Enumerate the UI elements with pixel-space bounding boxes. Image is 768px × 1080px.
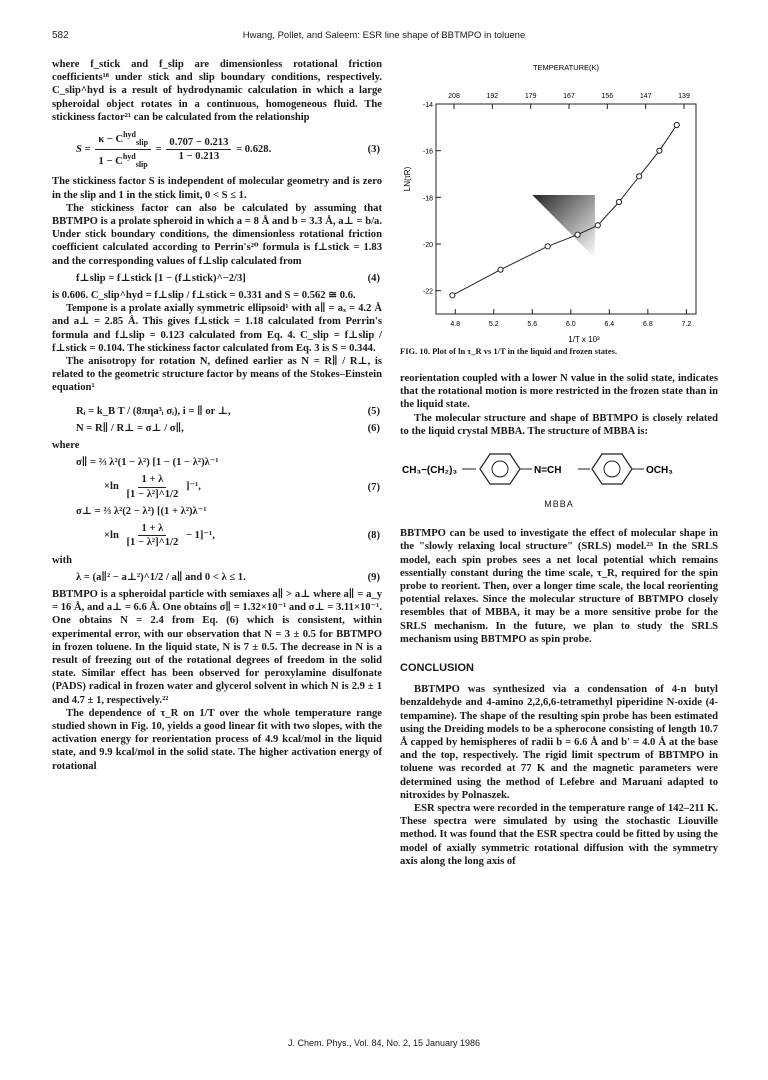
data-point <box>595 223 600 228</box>
top-axis-title: TEMPERATURE(K) <box>532 63 600 72</box>
y-tick-label: -22 <box>422 288 433 296</box>
section-heading-conclusion: CONCLUSION <box>400 662 474 675</box>
paragraph: The stickiness factor S is independent of molecular geometry and is zero in the slip and 1 in the stick limit, 0 < S ≤ 1. <box>52 176 382 201</box>
paragraph: where f_stick and f_slip are dimensionless rotational friction coefficients¹⁸ under stick and slip boundary conditions, respectively. C_slip^hyd is a result of hydrodynamic calculation in which a large spheroidal object rotates in a continuous, homogeneous fluid. The stickiness factor²¹ can be calculated from the relationship <box>52 59 382 123</box>
x-tick-label: 6.8 <box>642 321 653 328</box>
paragraph: BBTMPO is a spheroidal particle with semiaxes a∥ > a⊥ where a∥ = a_y = 16 Å, and a⊥ = 6.6 Å. One obtains σ∥ = 1.32×10⁻¹ and σ⊥ = 3.11×10⁻¹. One obtains N = 2.4 from Eq. (6) which is consistent, within experimental error, with our observation that N = 3 ± 0.5 for BBTMPO in frozen toluene. In the liquid state, N is 7 ± 0.5. The decrease in N is a result of freezing out of the rotational degrees of freedom in the solid state. Similar effect has been observed for peroxylamine disulfonate (PADS) radical in frozen water and glycerol solvent in which N is 2.9 ± 1 and 4.7 ± 1, respectively.²² <box>52 588 382 706</box>
equation-number: (7) <box>367 481 380 493</box>
equation-4: f⊥slip = f⊥stick [1 − (f⊥stick)^−2/3] (4) <box>76 272 380 284</box>
equation-8-line-1: σ⊥ = ⅔ λ²(2 − λ²) [(1 + λ²)λ⁻¹ <box>76 505 207 517</box>
struct-methoxy-label: OCH₃ <box>646 465 673 477</box>
journal-footer: J. Chem. Phys., Vol. 84, No. 2, 15 January 1986 <box>287 1038 481 1048</box>
equation-number: (9) <box>367 571 380 583</box>
data-point <box>575 232 580 237</box>
mbba-label: MBBA <box>544 499 574 510</box>
top-tick-label: 167 <box>563 93 575 100</box>
data-point <box>674 122 679 127</box>
equation-number: (6) <box>367 422 380 434</box>
y-tick-label: -14 <box>422 102 433 109</box>
paragraph: The stickiness factor can also be calculated by assuming that BBTMPO is a prolate spheroid in which a = 8 Å and b = 3.3 Å, a⊥ = b/a. Under stick boundary conditions, the dimensionless rotational friction coefficient calculated according to Perrin's²⁰ formula is f⊥stick = 1.83 and the corresponding values of f⊥slip calculated from <box>52 202 382 267</box>
paragraph: BBTMPO can be used to investigate the effect of molecular shape in the "slowly relaxing local structure" (SRLS) model.²³ In the SRLS model, each spin probes sees a net local potential which remains essentially constant during the time scale, τ_R, required for the spin probe to reorient. Then, over a longer time scale, the local reorienting potential relaxes. Since the molecular structure of BBTMPO closely resembles that of MBBA, it may be a more sensitive probe for the SRLS mechanism. In the future, we plan to study the SRLS mechanism using BBTMPO as spin probe. <box>400 528 718 645</box>
x-tick-label: 6.0 <box>565 321 576 328</box>
left-column <box>52 58 382 773</box>
paragraph: The molecular structure and shape of BBTMPO is closely related to the liquid crystal MBBA. The structure of MBBA is: <box>400 412 718 437</box>
paragraph: is 0.606. C_slip^hyd = f⊥slip / f⊥stick = 0.331 and S = 0.562 ≅ 0.6. <box>52 290 356 302</box>
data-point <box>498 267 503 272</box>
equation-number: (4) <box>367 272 380 284</box>
y-tick-label: -16 <box>422 148 433 156</box>
equation-7-line-1: σ∥ = ⅔ λ²(1 − λ²) [1 − (1 − λ²)λ⁻¹ <box>76 457 219 469</box>
page-number: 582 <box>52 30 69 41</box>
paragraph: Tempone is a prolate axially symmetric ellipsoid¹ with a∥ = aₓ = 4.2 Å and a⊥ = 2.85 Å. This gives f⊥stick = 1.18 calculated from Perrin's formula and f⊥slip = 0.123 calculated from Eq. 4. C_slip = f⊥slip / f⊥stick = 0.104. The stickiness factor calculated from Eq. 3 is S = 0.344. <box>52 303 382 354</box>
equation-8-line-2: ×ln $\frac{1 + \lambda}{\text{[1 − λ²]\textasciicircum{}1/2}}$ − 1]⁻¹, (8) <box>104 523 380 549</box>
data-point <box>450 293 455 298</box>
equation-5: Rᵢ = k_B T / (8πηa³ᵢ σᵢ), i = ∥ or ⊥, (5) <box>76 405 380 417</box>
struct-alkyl-label: CH₃−(CH₂)₃ <box>402 465 458 477</box>
x-tick-label: 7.2 <box>681 321 692 328</box>
top-tick-label: 179 <box>524 93 537 100</box>
data-point <box>616 199 621 204</box>
equation-6: N = R∥ / R⊥ = σ⊥ / σ∥, (6) <box>76 422 380 434</box>
x-tick-label: 5.6 <box>527 321 538 328</box>
equation-3: S = $\frac{\kappa - C^{hyd}_{slip}}{1 - C^{hyd}_{slip}}$ = $\frac{0.707 - 0.213}{1 - 0.213}$ = 0.628. (3) <box>76 130 380 170</box>
shaded-region <box>532 195 595 258</box>
top-tick-label: 139 <box>678 93 690 100</box>
mbba-structure <box>400 452 718 486</box>
x-tick-label: 6.4 <box>604 321 615 328</box>
top-tick-label: 147 <box>639 93 652 100</box>
data-point <box>637 174 642 179</box>
figure-caption: FIG. 10. Plot of ln τ_R vs 1/T in the liquid and frozen states. <box>400 346 618 356</box>
running-head-title: Hwang, Pollet, and Saleem: ESR line shape of BBTMPO in toluene <box>242 30 526 41</box>
y-axis-label: LN(τR) <box>403 166 412 192</box>
data-point <box>657 148 662 153</box>
paragraph: reorientation coupled with a lower N value in the solid state, indicates that the rotational motion is more restricted in the frozen state than in the liquid state. <box>400 373 718 411</box>
equation-number: (3) <box>367 144 380 156</box>
running-header <box>0 30 768 44</box>
equation-7-line-2: ×ln $\frac{1 + \lambda}{\text{[1 − λ²]\textasciicircum{}1/2}}$ ]⁻¹, (7) <box>104 474 380 500</box>
figure-10-chart <box>400 58 718 358</box>
y-tick-label: -18 <box>422 195 433 203</box>
y-tick-label: -20 <box>422 242 433 249</box>
top-tick-label: 192 <box>486 93 499 100</box>
equation-number: (8) <box>367 530 380 542</box>
with-label: with <box>52 554 73 566</box>
x-axis-label: 1/T x 10³ <box>568 335 600 344</box>
benzene-ring-1 <box>480 454 520 484</box>
paragraph: The anisotropy for rotation N, defined earlier as N = R∥ / R⊥, is related to the geometric structure factor by means of the Stokes–Einstein equation¹ <box>52 356 382 394</box>
top-tick-label: 208 <box>448 93 460 100</box>
paragraph: The dependence of τ_R on 1/T over the whole temperature range studied shown in Fig. 10, yields a good linear fit with two slopes, with the activation energy for reorientation process of 4.9 kcal/mol in the liquid state, and 9.9 kcal/mol in the solid state. The higher activation energy of rotational <box>52 707 382 772</box>
struct-imine-label: N=CH <box>534 465 562 477</box>
right-column <box>400 372 718 868</box>
x-tick-label: 4.8 <box>450 321 461 328</box>
x-tick-label: 5.2 <box>488 321 499 328</box>
paragraph: ESR spectra were recorded in the temperature range of 142–211 K. These spectra were simulated by using the stochastic Liouville method. It was found that the ESR spectra could be fitted by using the model of axially symmetric rotational diffusion with the symmetry axis along the long axis of <box>400 803 718 867</box>
equation-9: λ = (a∥² − a⊥²)^1/2 / a∥ and 0 < λ ≤ 1. (9) <box>76 571 380 583</box>
paragraph: BBTMPO was synthesized via a condensation of 4-n butyl benzaldehyde and 4-amino 2,2,6,6-tetramethyl piperidine N-oxide (4-tempamine). The shape of the resulting spin probe has been estimated using the Dreiding models to be a spherocone consisting of length 10.7 Å capped by hemispheres of radii b = 6.6 Å and b′ = 4.0 Å at the base and the top, respectively. The rigid limit spectrum of BBTMPO in toluene was recorded at 77 K and the magnetic parameters were determined using the method of Lefebre and Maruani adapted to nitroxides by Polnaszek. <box>400 684 718 801</box>
benzene-ring-2 <box>592 454 632 484</box>
data-point <box>545 244 550 249</box>
top-tick-label: 156 <box>601 93 614 100</box>
where-label: where <box>52 440 80 452</box>
equation-number: (5) <box>367 405 380 417</box>
